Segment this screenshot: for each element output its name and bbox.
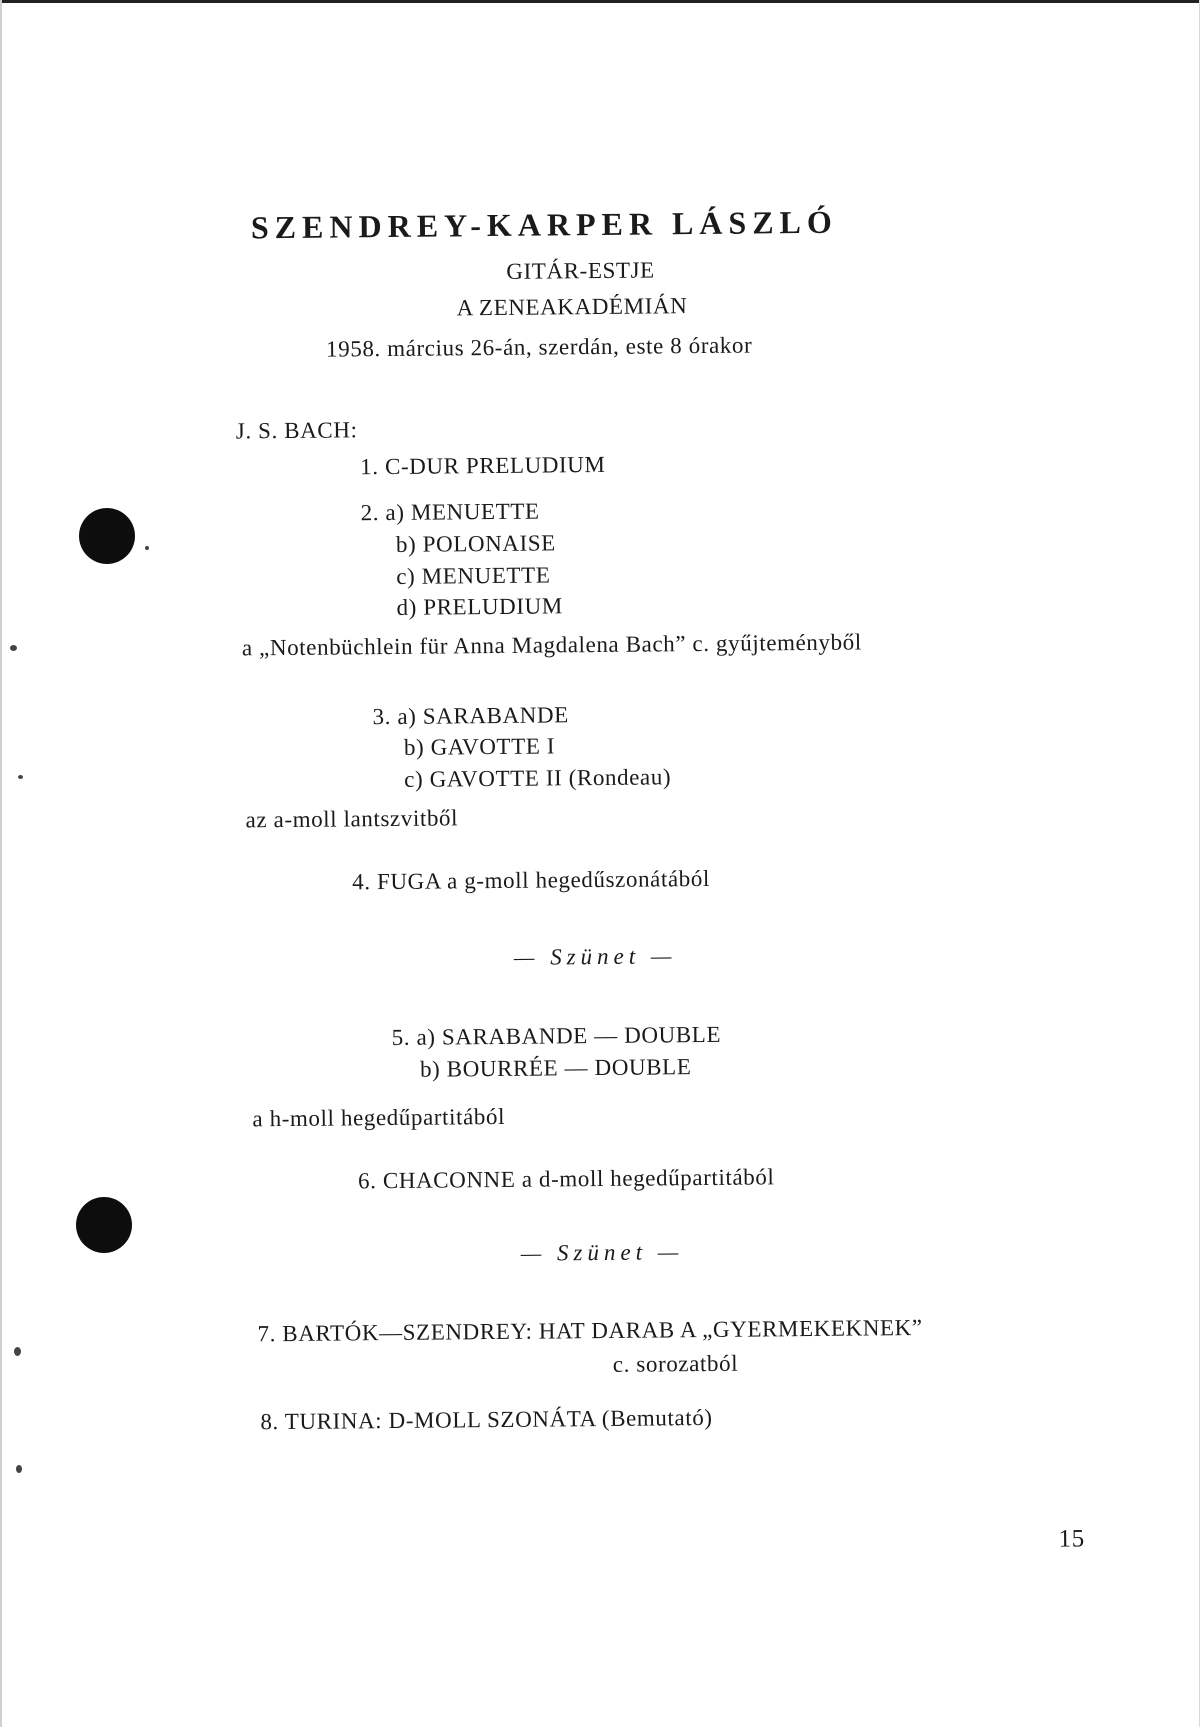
program-item-3c: c) GAVOTTE II (Rondeau) xyxy=(404,764,672,792)
program-item-2a: 2. a) MENUETTE xyxy=(360,498,540,526)
program-item-7-note: c. sorozatból xyxy=(612,1350,739,1377)
program-item-5-source: a h-moll hegedűpartitából xyxy=(252,1103,506,1132)
concert-date: 1958. március 26-án, szerdán, este 8 órakor xyxy=(325,332,753,362)
concert-subtitle: GITÁR-ESTJE xyxy=(506,257,655,284)
program-item-3a: 3. a) SARABANDE xyxy=(372,702,569,730)
program-item-2-source: a „Notenbüchlein für Anna Magdalena Bach” c. gyűjteményből xyxy=(241,629,862,661)
program-item-5a: 5. a) SARABANDE — DOUBLE xyxy=(391,1021,722,1051)
program-item-3b: b) GAVOTTE I xyxy=(403,733,556,760)
program-item-6: 6. CHACONNE a d-moll hegedűpartitából xyxy=(357,1164,775,1194)
program-item-3-source: az a-moll lantszvitből xyxy=(245,805,459,833)
program-item-1: 1. C-DUR PRELUDIUM xyxy=(360,451,606,480)
program-item-2b: b) POLONAISE xyxy=(395,530,556,557)
concert-venue: A ZENEAKADÉMIÁN xyxy=(456,293,688,321)
program-item-4: 4. FUGA a g-moll hegedűszonátából xyxy=(352,865,711,895)
program-item-5b: b) BOURRÉE — DOUBLE xyxy=(419,1054,692,1082)
program-item-2d: d) PRELUDIUM xyxy=(396,593,563,620)
page-number: 15 xyxy=(1058,1525,1085,1553)
program-item-8: 8. TURINA: D-MOLL SZONÁTA (Bemutató) xyxy=(260,1404,713,1435)
intermission-1: — Szünet — xyxy=(513,943,677,970)
composer-heading: J. S. BACH: xyxy=(235,417,358,444)
intermission-2: — Szünet — xyxy=(520,1239,684,1266)
performer-title: SZENDREY-KARPER LÁSZLÓ xyxy=(250,203,838,246)
program-item-2c: c) MENUETTE xyxy=(396,562,551,589)
program-item-7: 7. BARTÓK—SZENDREY: HAT DARAB A „GYERMEKEKNEK” xyxy=(257,1314,923,1347)
